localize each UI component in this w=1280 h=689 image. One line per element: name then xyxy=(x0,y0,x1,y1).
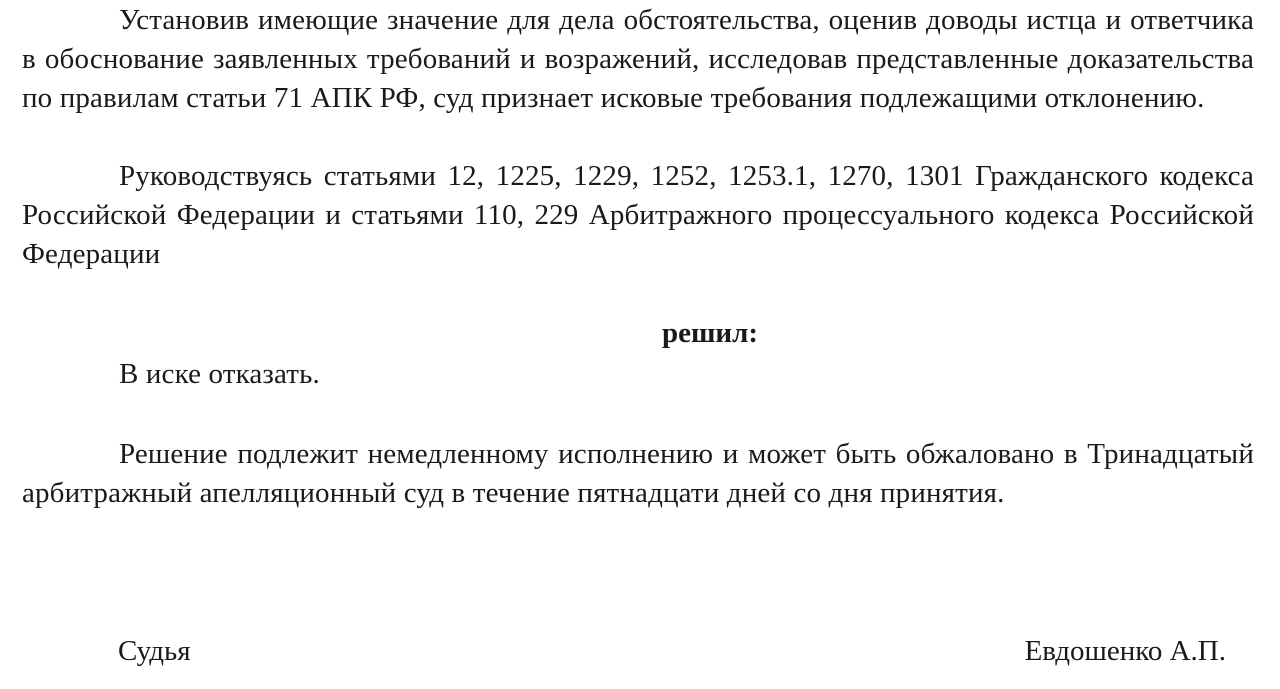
decision-heading: решил: xyxy=(661,317,759,349)
signature-block xyxy=(118,632,1226,671)
judge-name: Евдошенко А.П. xyxy=(1024,635,1226,667)
judge-title: Судья xyxy=(118,635,191,667)
court-decision-document xyxy=(22,0,1254,689)
ruling-paragraph: В иске отказать. xyxy=(119,358,320,390)
findings-paragraph: Установив имеющие значение для дела обстоятельства, оценив доводы истца и ответчика в обоснование заявленных требований и возражений, исследовав представленные доказательства по правилам статьи 71 АПК РФ, суд признает исковые требования подлежащими отклонению. xyxy=(22,4,1254,114)
appeal-paragraph: Решение подлежит немедленному исполнению и может быть обжаловано в Тринадцатый арбитражный апелляционный суд в течение пятнадцати дней со дня принятия. xyxy=(22,438,1254,509)
legal-basis-paragraph: Руководствуясь статьями 12, 1225, 1229, 1252, 1253.1, 1270, 1301 Гражданского кодекса Российской Федерации и статьями 110, 229 Арбитражного процессуального кодекса Российской Федерации xyxy=(22,160,1254,270)
